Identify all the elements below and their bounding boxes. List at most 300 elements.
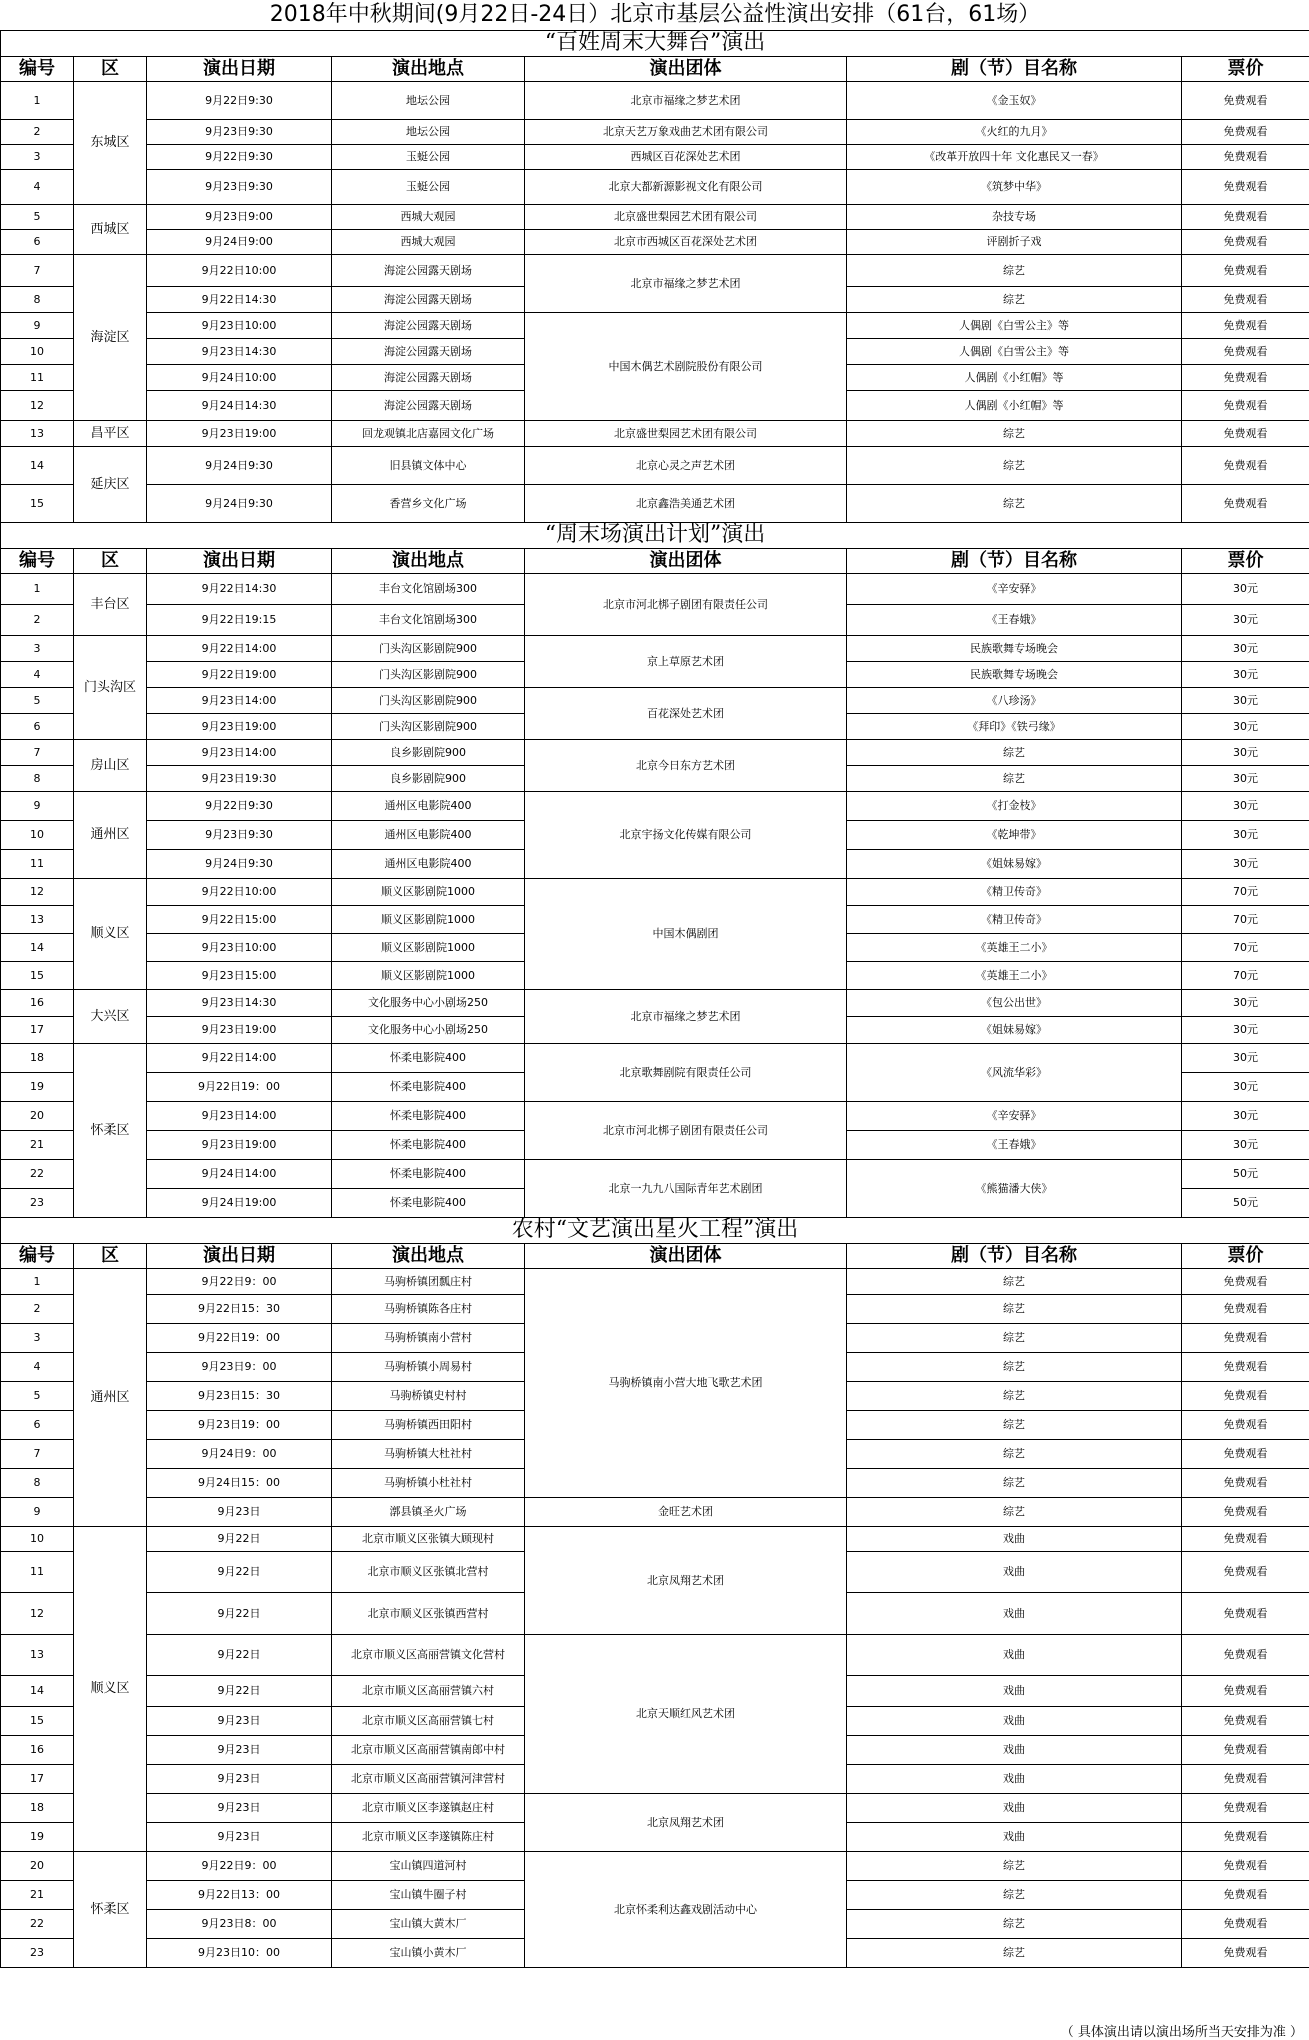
program-cell: 戏曲 xyxy=(847,1634,1182,1675)
venue-cell: 文化服务中心小剧场250 xyxy=(332,989,525,1016)
program-cell: 戏曲 xyxy=(847,1551,1182,1592)
program-cell: 《改革开放四十年 文化惠民又一春》 xyxy=(847,144,1182,169)
troupe-cell: 北京歌舞剧院有限责任公司 xyxy=(525,1043,847,1101)
price-cell: 免费观看 xyxy=(1182,1410,1309,1439)
table-row xyxy=(1,1268,1309,1294)
venue-cell: 马驹桥镇大杜社村 xyxy=(332,1439,525,1468)
row-number: 23 xyxy=(1,1938,74,1967)
program-cell: 《筑梦中华》 xyxy=(847,169,1182,204)
venue-cell: 顺义区影剧院1000 xyxy=(332,961,525,989)
price-cell: 免费观看 xyxy=(1182,1706,1309,1735)
program-cell: 《火红的九月》 xyxy=(847,119,1182,144)
price-cell: 30元 xyxy=(1182,1101,1309,1130)
venue-cell: 良乡影剧院900 xyxy=(332,739,525,765)
column-header-no: 编号 xyxy=(1,1243,74,1268)
date-cell: 9月23日19:30 xyxy=(147,765,332,791)
header-row xyxy=(1,1243,1309,1268)
column-header-date: 演出日期 xyxy=(147,1243,332,1268)
row-number: 6 xyxy=(1,713,74,739)
row-number: 2 xyxy=(1,119,74,144)
venue-cell: 北京市顺义区李遂镇赵庄村 xyxy=(332,1793,525,1822)
date-cell: 9月22日9:30 xyxy=(147,144,332,169)
program-cell: 《拜印》《铁弓缘》 xyxy=(847,713,1182,739)
table-row xyxy=(1,169,1309,204)
venue-cell: 北京市顺义区张镇大顾现村 xyxy=(332,1526,525,1551)
price-cell: 70元 xyxy=(1182,878,1309,905)
column-header-district: 区 xyxy=(74,548,147,573)
program-cell: 人偶剧《白雪公主》等 xyxy=(847,338,1182,364)
program-cell: 戏曲 xyxy=(847,1764,1182,1793)
venue-cell: 马驹桥镇陈各庄村 xyxy=(332,1294,525,1323)
table-row xyxy=(1,687,1309,713)
row-number: 8 xyxy=(1,286,74,312)
price-cell: 30元 xyxy=(1182,713,1309,739)
program-cell: 综艺 xyxy=(847,739,1182,765)
price-cell: 免费观看 xyxy=(1182,1439,1309,1468)
venue-cell: 海淀公园露天剧场 xyxy=(332,390,525,420)
venue-cell: 海淀公园露天剧场 xyxy=(332,312,525,338)
price-cell: 免费观看 xyxy=(1182,1822,1309,1851)
program-cell: 综艺 xyxy=(847,1497,1182,1526)
date-cell: 9月23日 xyxy=(147,1735,332,1764)
program-cell: 综艺 xyxy=(847,286,1182,312)
date-cell: 9月23日10:00 xyxy=(147,312,332,338)
program-cell: 人偶剧《小红帽》等 xyxy=(847,390,1182,420)
table-row xyxy=(1,204,1309,229)
column-header-troupe: 演出团体 xyxy=(525,56,847,81)
row-number: 16 xyxy=(1,1735,74,1764)
district-cell: 顺义区 xyxy=(74,1526,147,1851)
date-cell: 9月24日9：00 xyxy=(147,1439,332,1468)
program-cell: 戏曲 xyxy=(847,1675,1182,1706)
table-row xyxy=(1,635,1309,661)
date-cell: 9月22日 xyxy=(147,1634,332,1675)
troupe-cell: 百花深处艺术团 xyxy=(525,687,847,739)
row-number: 15 xyxy=(1,961,74,989)
program-cell: 《姐妹易嫁》 xyxy=(847,1016,1182,1043)
price-cell: 30元 xyxy=(1182,1043,1309,1072)
table-row xyxy=(1,739,1309,765)
row-number: 3 xyxy=(1,635,74,661)
date-cell: 9月22日15：30 xyxy=(147,1294,332,1323)
venue-cell: 回龙观镇北店嘉园文化广场 xyxy=(332,420,525,446)
troupe-cell: 北京市福缘之梦艺术团 xyxy=(525,254,847,312)
date-cell: 9月22日 xyxy=(147,1592,332,1634)
row-number: 21 xyxy=(1,1130,74,1159)
troupe-cell: 北京天艺万象戏曲艺术团有限公司 xyxy=(525,119,847,144)
table-row xyxy=(1,1101,1309,1130)
program-cell: 综艺 xyxy=(847,1381,1182,1410)
district-cell: 延庆区 xyxy=(74,446,147,522)
price-cell: 30元 xyxy=(1182,1072,1309,1101)
program-cell: 戏曲 xyxy=(847,1706,1182,1735)
venue-cell: 地坛公园 xyxy=(332,119,525,144)
date-cell: 9月23日19:00 xyxy=(147,1130,332,1159)
date-cell: 9月24日10:00 xyxy=(147,364,332,390)
troupe-cell: 北京怀柔利达鑫戏剧活动中心 xyxy=(525,1851,847,1967)
program-cell: 《辛安驿》 xyxy=(847,573,1182,604)
venue-cell: 怀柔电影院400 xyxy=(332,1130,525,1159)
table-row xyxy=(1,989,1309,1016)
date-cell: 9月23日9:30 xyxy=(147,119,332,144)
row-number: 4 xyxy=(1,661,74,687)
venue-cell: 北京市顺义区高丽营镇河津营村 xyxy=(332,1764,525,1793)
district-cell: 海淀区 xyxy=(74,254,147,420)
price-cell: 免费观看 xyxy=(1182,229,1309,254)
venue-cell: 宝山镇四道河村 xyxy=(332,1851,525,1880)
date-cell: 9月23日14:00 xyxy=(147,687,332,713)
date-cell: 9月23日14:30 xyxy=(147,989,332,1016)
row-number: 12 xyxy=(1,1592,74,1634)
price-cell: 30元 xyxy=(1182,661,1309,687)
district-cell: 东城区 xyxy=(74,81,147,204)
troupe-cell: 金旺艺术团 xyxy=(525,1497,847,1526)
row-number: 12 xyxy=(1,390,74,420)
date-cell: 9月22日9：00 xyxy=(147,1268,332,1294)
troupe-cell: 北京盛世梨园艺术团有限公司 xyxy=(525,420,847,446)
price-cell: 30元 xyxy=(1182,635,1309,661)
venue-cell: 马驹桥镇小杜社村 xyxy=(332,1468,525,1497)
footnote-spacer xyxy=(1,1967,1309,1987)
venue-cell: 马驹桥镇小周易村 xyxy=(332,1352,525,1381)
venue-cell: 香营乡文化广场 xyxy=(332,484,525,522)
price-cell: 免费观看 xyxy=(1182,484,1309,522)
date-cell: 9月23日14:30 xyxy=(147,338,332,364)
column-header-price: 票价 xyxy=(1182,56,1309,81)
price-cell: 免费观看 xyxy=(1182,420,1309,446)
program-cell: 综艺 xyxy=(847,254,1182,286)
row-number: 2 xyxy=(1,1294,74,1323)
program-cell: 综艺 xyxy=(847,1294,1182,1323)
row-number: 8 xyxy=(1,1468,74,1497)
price-cell: 免费观看 xyxy=(1182,144,1309,169)
troupe-cell: 北京天顺红风艺术团 xyxy=(525,1634,847,1793)
column-header-district: 区 xyxy=(74,56,147,81)
date-cell: 9月22日13：00 xyxy=(147,1880,332,1909)
date-cell: 9月23日15:00 xyxy=(147,961,332,989)
program-cell: 综艺 xyxy=(847,765,1182,791)
date-cell: 9月23日8：00 xyxy=(147,1909,332,1938)
date-cell: 9月24日9:00 xyxy=(147,229,332,254)
row-number: 5 xyxy=(1,1381,74,1410)
price-cell: 免费观看 xyxy=(1182,338,1309,364)
price-cell: 免费观看 xyxy=(1182,1268,1309,1294)
date-cell: 9月22日 xyxy=(147,1551,332,1592)
troupe-cell: 北京心灵之声艺术团 xyxy=(525,446,847,484)
row-number: 9 xyxy=(1,791,74,820)
column-header-program: 剧（节）目名称 xyxy=(847,56,1182,81)
table-row xyxy=(1,791,1309,820)
row-number: 13 xyxy=(1,420,74,446)
price-cell: 免费观看 xyxy=(1182,1526,1309,1551)
table-row xyxy=(1,1634,1309,1675)
row-number: 22 xyxy=(1,1159,74,1188)
venue-cell: 怀柔电影院400 xyxy=(332,1072,525,1101)
troupe-cell: 北京凤翔艺术团 xyxy=(525,1793,847,1851)
program-cell: 综艺 xyxy=(847,1880,1182,1909)
column-header-venue: 演出地点 xyxy=(332,548,525,573)
district-cell: 房山区 xyxy=(74,739,147,791)
table-row xyxy=(1,1159,1309,1188)
table-row xyxy=(1,312,1309,338)
venue-cell: 漷县镇圣火广场 xyxy=(332,1497,525,1526)
price-cell: 免费观看 xyxy=(1182,204,1309,229)
date-cell: 9月22日14:00 xyxy=(147,635,332,661)
price-cell: 50元 xyxy=(1182,1159,1309,1188)
program-cell: 民族歌舞专场晚会 xyxy=(847,661,1182,687)
table-row xyxy=(1,1497,1309,1526)
column-header-date: 演出日期 xyxy=(147,56,332,81)
price-cell: 免费观看 xyxy=(1182,119,1309,144)
troupe-cell: 北京市河北梆子剧团有限责任公司 xyxy=(525,573,847,635)
price-cell: 30元 xyxy=(1182,604,1309,635)
program-cell: 《包公出世》 xyxy=(847,989,1182,1016)
venue-cell: 西城大观园 xyxy=(332,204,525,229)
price-cell: 免费观看 xyxy=(1182,1909,1309,1938)
district-cell: 门头沟区 xyxy=(74,635,147,739)
section-title: “周末场演出计划”演出 xyxy=(1,522,1309,548)
program-cell: 《英雄王二小》 xyxy=(847,961,1182,989)
row-number: 20 xyxy=(1,1851,74,1880)
date-cell: 9月23日9：00 xyxy=(147,1352,332,1381)
venue-cell: 海淀公园露天剧场 xyxy=(332,286,525,312)
date-cell: 9月23日9:30 xyxy=(147,820,332,849)
row-number: 4 xyxy=(1,1352,74,1381)
program-cell: 《辛安驿》 xyxy=(847,1101,1182,1130)
venue-cell: 顺义区影剧院1000 xyxy=(332,878,525,905)
date-cell: 9月24日9:30 xyxy=(147,484,332,522)
price-cell: 免费观看 xyxy=(1182,1880,1309,1909)
program-cell: 《金玉奴》 xyxy=(847,81,1182,119)
program-cell: 综艺 xyxy=(847,1909,1182,1938)
venue-cell: 门头沟区影剧院900 xyxy=(332,687,525,713)
date-cell: 9月24日19:00 xyxy=(147,1188,332,1217)
row-number: 20 xyxy=(1,1101,74,1130)
price-cell: 免费观看 xyxy=(1182,312,1309,338)
table-row xyxy=(1,420,1309,446)
row-number: 19 xyxy=(1,1822,74,1851)
date-cell: 9月22日19:00 xyxy=(147,661,332,687)
column-header-venue: 演出地点 xyxy=(332,56,525,81)
row-number: 10 xyxy=(1,820,74,849)
date-cell: 9月24日9:30 xyxy=(147,446,332,484)
price-cell: 免费观看 xyxy=(1182,1352,1309,1381)
troupe-cell: 北京市河北梆子剧团有限责任公司 xyxy=(525,1101,847,1159)
table-row xyxy=(1,144,1309,169)
venue-cell: 怀柔电影院400 xyxy=(332,1159,525,1188)
row-number: 2 xyxy=(1,604,74,635)
row-number: 1 xyxy=(1,573,74,604)
venue-cell: 通州区电影院400 xyxy=(332,791,525,820)
venue-cell: 北京市顺义区张镇北营村 xyxy=(332,1551,525,1592)
date-cell: 9月22日10:00 xyxy=(147,254,332,286)
date-cell: 9月23日 xyxy=(147,1706,332,1735)
venue-cell: 马驹桥镇西田阳村 xyxy=(332,1410,525,1439)
column-header-no: 编号 xyxy=(1,548,74,573)
date-cell: 9月23日15：30 xyxy=(147,1381,332,1410)
venue-cell: 怀柔电影院400 xyxy=(332,1188,525,1217)
program-cell: 戏曲 xyxy=(847,1793,1182,1822)
row-number: 9 xyxy=(1,1497,74,1526)
venue-cell: 丰台文化馆剧场300 xyxy=(332,573,525,604)
row-number: 19 xyxy=(1,1072,74,1101)
table-row xyxy=(1,1526,1309,1551)
program-cell: 《精卫传奇》 xyxy=(847,905,1182,933)
date-cell: 9月22日9：00 xyxy=(147,1851,332,1880)
footnote: （ 具体演出请以演出场所当天安排为准 ） xyxy=(1060,2025,1303,2040)
price-cell: 免费观看 xyxy=(1182,1381,1309,1410)
row-number: 3 xyxy=(1,1323,74,1352)
program-cell: 综艺 xyxy=(847,1352,1182,1381)
row-number: 11 xyxy=(1,1551,74,1592)
program-cell: 《熊猫潘大侠》 xyxy=(847,1159,1182,1217)
price-cell: 70元 xyxy=(1182,905,1309,933)
price-cell: 免费观看 xyxy=(1182,446,1309,484)
troupe-cell: 北京凤翔艺术团 xyxy=(525,1526,847,1634)
price-cell: 免费观看 xyxy=(1182,1592,1309,1634)
price-cell: 免费观看 xyxy=(1182,1675,1309,1706)
troupe-cell: 北京大都新源影视文化有限公司 xyxy=(525,169,847,204)
troupe-cell: 北京鑫浩美通艺术团 xyxy=(525,484,847,522)
troupe-cell: 北京市福缘之梦艺术团 xyxy=(525,81,847,119)
venue-cell: 马驹桥镇南小营村 xyxy=(332,1323,525,1352)
date-cell: 9月22日 xyxy=(147,1675,332,1706)
troupe-cell: 京上草原艺术团 xyxy=(525,635,847,687)
row-number: 1 xyxy=(1,1268,74,1294)
venue-cell: 宝山镇小黄木厂 xyxy=(332,1938,525,1967)
venue-cell: 北京市顺义区李遂镇陈庄村 xyxy=(332,1822,525,1851)
venue-cell: 宝山镇牛圈子村 xyxy=(332,1880,525,1909)
price-cell: 30元 xyxy=(1182,791,1309,820)
column-header-venue: 演出地点 xyxy=(332,1243,525,1268)
venue-cell: 北京市顺义区高丽营镇七村 xyxy=(332,1706,525,1735)
program-cell: 《乾坤带》 xyxy=(847,820,1182,849)
footnote-row xyxy=(1,1967,1309,1987)
program-cell: 《精卫传奇》 xyxy=(847,878,1182,905)
district-cell: 通州区 xyxy=(74,1268,147,1526)
date-cell: 9月23日14:00 xyxy=(147,739,332,765)
header-row xyxy=(1,56,1309,81)
column-header-district: 区 xyxy=(74,1243,147,1268)
program-cell: 人偶剧《白雪公主》等 xyxy=(847,312,1182,338)
venue-cell: 良乡影剧院900 xyxy=(332,765,525,791)
program-cell: 民族歌舞专场晚会 xyxy=(847,635,1182,661)
price-cell: 免费观看 xyxy=(1182,1764,1309,1793)
price-cell: 30元 xyxy=(1182,1016,1309,1043)
price-cell: 免费观看 xyxy=(1182,254,1309,286)
program-cell: 《英雄王二小》 xyxy=(847,933,1182,961)
column-header-program: 剧（节）目名称 xyxy=(847,548,1182,573)
program-cell: 戏曲 xyxy=(847,1735,1182,1764)
program-cell: 《姐妹易嫁》 xyxy=(847,849,1182,878)
venue-cell: 北京市顺义区高丽营镇文化营村 xyxy=(332,1634,525,1675)
program-cell: 戏曲 xyxy=(847,1822,1182,1851)
date-cell: 9月23日10：00 xyxy=(147,1938,332,1967)
program-cell: 综艺 xyxy=(847,1323,1182,1352)
row-number: 22 xyxy=(1,1909,74,1938)
program-cell: 综艺 xyxy=(847,484,1182,522)
troupe-cell: 中国木偶剧团 xyxy=(525,878,847,989)
district-cell: 昌平区 xyxy=(74,420,147,446)
table-row xyxy=(1,573,1309,604)
program-cell: 《王春娥》 xyxy=(847,1130,1182,1159)
section-title: “百姓周末大舞台”演出 xyxy=(1,30,1309,56)
venue-cell: 门头沟区影剧院900 xyxy=(332,661,525,687)
program-cell: 综艺 xyxy=(847,446,1182,484)
program-cell: 综艺 xyxy=(847,420,1182,446)
program-cell: 综艺 xyxy=(847,1851,1182,1880)
price-cell: 免费观看 xyxy=(1182,1323,1309,1352)
program-cell: 戏曲 xyxy=(847,1526,1182,1551)
price-cell: 70元 xyxy=(1182,933,1309,961)
district-cell: 丰台区 xyxy=(74,573,147,635)
column-header-troupe: 演出团体 xyxy=(525,548,847,573)
price-cell: 免费观看 xyxy=(1182,364,1309,390)
troupe-cell: 北京盛世梨园艺术团有限公司 xyxy=(525,204,847,229)
row-number: 16 xyxy=(1,989,74,1016)
price-cell: 50元 xyxy=(1182,1188,1309,1217)
program-cell: 综艺 xyxy=(847,1268,1182,1294)
venue-cell: 地坛公园 xyxy=(332,81,525,119)
column-header-price: 票价 xyxy=(1182,548,1309,573)
venue-cell: 通州区电影院400 xyxy=(332,820,525,849)
row-number: 15 xyxy=(1,1706,74,1735)
price-cell: 免费观看 xyxy=(1182,1851,1309,1880)
troupe-cell: 西城区百花深处艺术团 xyxy=(525,144,847,169)
venue-cell: 宝山镇大黄木厂 xyxy=(332,1909,525,1938)
date-cell: 9月22日14:30 xyxy=(147,286,332,312)
table-row xyxy=(1,878,1309,905)
date-cell: 9月23日19:00 xyxy=(147,713,332,739)
date-cell: 9月24日14:30 xyxy=(147,390,332,420)
row-number: 14 xyxy=(1,933,74,961)
district-cell: 怀柔区 xyxy=(74,1043,147,1217)
venue-cell: 北京市顺义区高丽营镇六村 xyxy=(332,1675,525,1706)
row-number: 13 xyxy=(1,905,74,933)
date-cell: 9月22日10:00 xyxy=(147,878,332,905)
row-number: 17 xyxy=(1,1764,74,1793)
program-cell: 综艺 xyxy=(847,1439,1182,1468)
venue-cell: 海淀公园露天剧场 xyxy=(332,338,525,364)
row-number: 15 xyxy=(1,484,74,522)
program-cell: 人偶剧《小红帽》等 xyxy=(847,364,1182,390)
price-cell: 免费观看 xyxy=(1182,1938,1309,1967)
row-number: 13 xyxy=(1,1634,74,1675)
row-number: 10 xyxy=(1,338,74,364)
venue-cell: 海淀公园露天剧场 xyxy=(332,364,525,390)
venue-cell: 海淀公园露天剧场 xyxy=(332,254,525,286)
table-row xyxy=(1,484,1309,522)
date-cell: 9月22日14:30 xyxy=(147,573,332,604)
header-row xyxy=(1,548,1309,573)
program-cell: 《王春娥》 xyxy=(847,604,1182,635)
troupe-cell: 马驹桥镇南小营大地飞歌艺术团 xyxy=(525,1268,847,1497)
date-cell: 9月23日19:00 xyxy=(147,1016,332,1043)
table-row xyxy=(1,446,1309,484)
program-cell: 《八珍汤》 xyxy=(847,687,1182,713)
row-number: 5 xyxy=(1,204,74,229)
column-header-price: 票价 xyxy=(1182,1243,1309,1268)
page-title: 2018年中秋期间(9月22日-24日）北京市基层公益性演出安排（61台，61场） xyxy=(269,1,1041,27)
column-header-no: 编号 xyxy=(1,56,74,81)
venue-cell: 玉蜓公园 xyxy=(332,144,525,169)
table-row xyxy=(1,1851,1309,1880)
date-cell: 9月22日14:00 xyxy=(147,1043,332,1072)
row-number: 6 xyxy=(1,1410,74,1439)
price-cell: 70元 xyxy=(1182,961,1309,989)
section-title: 农村“文艺演出星火工程”演出 xyxy=(1,1217,1309,1243)
date-cell: 9月23日 xyxy=(147,1764,332,1793)
